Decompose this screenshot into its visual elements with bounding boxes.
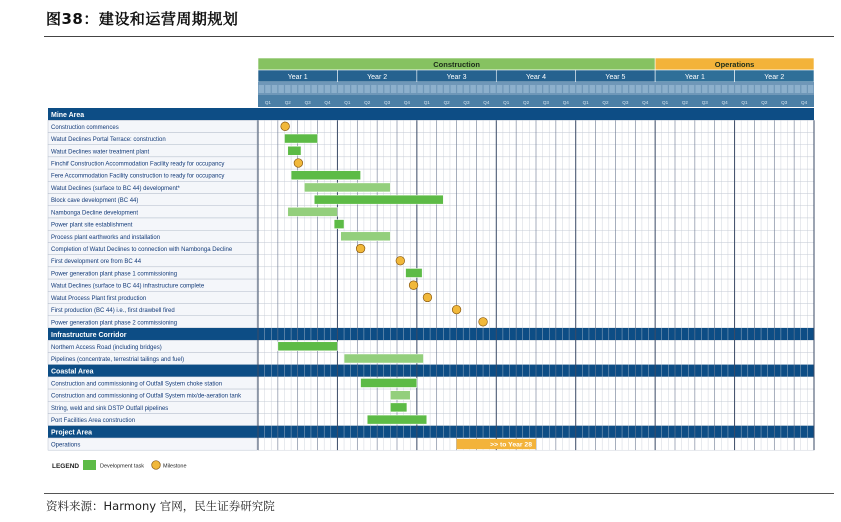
figure-title: 图38：建设和运营周期规划	[46, 10, 239, 28]
quarter-label: Q1	[662, 100, 669, 105]
month-cell	[801, 85, 806, 93]
operations-note: >> to Year 28	[490, 441, 532, 449]
month-cell	[265, 85, 270, 93]
month-cell	[437, 85, 442, 93]
quarter-label: Q3	[542, 100, 549, 105]
section-band	[48, 108, 814, 120]
task-label: Construction and commissioning of Outfall System mix/de-aeration tank	[51, 393, 242, 400]
task-label: Process plant earthworks and installation	[51, 234, 161, 241]
quarter-band	[258, 95, 814, 107]
task-bar	[406, 268, 423, 277]
section-band	[48, 365, 814, 377]
year-header-label: Year 4	[526, 74, 546, 81]
milestone-marker	[396, 256, 405, 265]
task-label: Port Facilities Area construction	[51, 418, 136, 425]
quarter-label: Q3	[384, 100, 391, 105]
month-cell	[417, 85, 422, 93]
quarter-label: Q4	[801, 100, 808, 105]
month-cell	[742, 85, 747, 93]
task-label: Block cave development (BC 44)	[51, 198, 139, 205]
month-cell	[643, 85, 648, 93]
month-cell	[338, 85, 343, 93]
milestone-marker	[452, 305, 461, 314]
task-label: Construction commences	[51, 124, 119, 131]
section-band	[48, 426, 814, 438]
milestone-marker	[294, 159, 303, 168]
quarter-label: Q3	[463, 100, 470, 105]
task-label: Watut Process Plant first production	[51, 295, 147, 302]
month-cell	[278, 85, 283, 93]
quarter-label: Q1	[423, 100, 430, 105]
month-cell	[298, 85, 303, 93]
task-label: Power generation plant phase 1 commissioning	[51, 271, 178, 278]
month-cell	[795, 85, 800, 93]
quarter-label: Q2	[364, 100, 371, 105]
year-header-label: Year 2	[367, 74, 388, 81]
legend-milestone-marker	[152, 461, 161, 470]
quarter-label: Q1	[344, 100, 351, 105]
milestone-marker	[479, 318, 488, 327]
task-label: Power generation plant phase 2 commissioning	[51, 320, 178, 327]
month-cell	[695, 85, 700, 93]
quarter-label: Q4	[403, 100, 410, 105]
task-label: Power plant site establishment	[51, 222, 133, 229]
month-cell	[391, 85, 396, 93]
quarter-label: Q4	[562, 100, 569, 105]
task-label: Northern Access Road (including bridges)	[51, 344, 162, 351]
quarter-label: Q4	[642, 100, 649, 105]
task-bar	[341, 232, 391, 241]
milestone-marker	[356, 244, 365, 253]
section-label: Mine Area	[51, 112, 85, 119]
section-band	[48, 328, 814, 340]
month-cell	[470, 85, 475, 93]
month-cell	[358, 85, 363, 93]
milestone-marker	[423, 293, 432, 302]
task-label: Nambonga Decline development	[51, 210, 139, 217]
month-cell	[404, 85, 409, 93]
month-cell	[285, 85, 290, 93]
task-label: Watut Declines (surface to BC 44) development*	[51, 185, 180, 192]
month-cell	[656, 85, 661, 93]
task-label: First production (BC 44) i.e., first drawbell fired	[51, 308, 175, 315]
task-label: String, weld and sink DSTP Outfall pipelines	[51, 405, 169, 412]
month-cell	[325, 85, 330, 93]
task-bar	[288, 207, 338, 216]
month-cell	[517, 85, 522, 93]
month-cell	[411, 85, 416, 93]
source-note: 资料来源：Harmony 官网，民生证券研究院	[46, 499, 275, 513]
quarter-label: Q3	[622, 100, 629, 105]
month-cell	[729, 85, 734, 93]
task-bar	[304, 183, 390, 192]
month-cell	[305, 85, 310, 93]
month-cell	[292, 85, 297, 93]
quarter-label: Q4	[483, 100, 490, 105]
month-cell	[570, 85, 575, 93]
month-cell	[735, 85, 740, 93]
year-header-label: Year 3	[446, 74, 467, 81]
month-cell	[762, 85, 767, 93]
month-cell	[556, 85, 561, 93]
task-bar	[291, 171, 361, 180]
quarter-label: Q2	[602, 100, 609, 105]
task-label: First development ore from BC 44	[51, 259, 142, 266]
month-cell	[345, 85, 350, 93]
month-cell	[596, 85, 601, 93]
month-cell	[477, 85, 482, 93]
month-cell	[755, 85, 760, 93]
month-cell	[609, 85, 614, 93]
month-cell	[504, 85, 509, 93]
legend-title: LEGEND	[52, 463, 80, 470]
month-cell	[682, 85, 687, 93]
section-label: Coastal Area	[51, 368, 94, 376]
task-bar	[314, 195, 443, 204]
month-cell	[550, 85, 555, 93]
quarter-label: Q2	[681, 100, 688, 105]
month-cell	[543, 85, 548, 93]
year-header-label: Year 1	[287, 74, 308, 81]
quarter-label: Q3	[781, 100, 788, 105]
quarter-label: Q1	[503, 100, 510, 105]
month-cell	[636, 85, 641, 93]
month-cell	[497, 85, 502, 93]
month-cell	[451, 85, 456, 93]
task-label: Watut Declines water treatment plant	[51, 149, 150, 156]
month-cell	[331, 85, 336, 93]
month-cell	[788, 85, 793, 93]
task-label: Construction and commissioning of Outfall System choke station	[51, 381, 223, 388]
task-bar	[344, 354, 423, 363]
month-cell	[312, 85, 317, 93]
task-bar	[284, 134, 317, 143]
year-header-label: Year 1	[684, 74, 705, 81]
month-cell	[384, 85, 389, 93]
task-bar	[334, 220, 344, 229]
task-label: Watut Declines Portal Terrace: construction	[51, 137, 166, 144]
month-cell	[576, 85, 581, 93]
legend-milestone-label: Milestone	[163, 463, 187, 470]
quarter-label: Q4	[324, 100, 331, 105]
phase-header-label: Operations	[714, 60, 755, 69]
month-cell	[444, 85, 449, 93]
month-cell	[715, 85, 720, 93]
task-bar	[390, 403, 407, 412]
month-cell	[709, 85, 714, 93]
month-cell	[365, 85, 370, 93]
legend-task-swatch	[83, 460, 96, 470]
month-cell	[563, 85, 568, 93]
quarter-label: Q2	[284, 100, 291, 105]
month-cell	[669, 85, 674, 93]
task-bar	[361, 378, 417, 387]
month-cell	[431, 85, 436, 93]
month-cell	[318, 85, 323, 93]
month-cell	[808, 85, 813, 93]
month-cell	[378, 85, 383, 93]
task-label: Fere Accommodation Facility construction to ready for occupancy	[51, 173, 225, 180]
month-cell	[272, 85, 277, 93]
quarter-label: Q3	[701, 100, 708, 105]
task-label: Finchif Construction Accommodation Facility ready for occupancy	[51, 161, 225, 168]
month-cell	[464, 85, 469, 93]
quarter-label: Q2	[761, 100, 768, 105]
month-cell	[398, 85, 403, 93]
month-cell	[662, 85, 667, 93]
month-cell	[616, 85, 621, 93]
task-bar	[288, 146, 301, 155]
milestone-marker	[281, 122, 290, 131]
month-cell	[768, 85, 773, 93]
quarter-label: Q3	[304, 100, 311, 105]
month-cell	[603, 85, 608, 93]
month-cell	[583, 85, 588, 93]
month-cell	[689, 85, 694, 93]
month-cell	[623, 85, 628, 93]
month-cell	[424, 85, 429, 93]
month-cell	[537, 85, 542, 93]
section-label: Infrastructure Corridor	[51, 331, 127, 339]
section-label: Project Area	[51, 429, 92, 437]
quarter-label: Q4	[721, 100, 728, 105]
year-header-label: Year 5	[605, 74, 626, 81]
task-label: Pipelines (concentrate, terrestrial tailings and fuel)	[51, 357, 185, 363]
task-label: Operations	[51, 442, 81, 449]
quarter-label: Q1	[264, 100, 271, 105]
month-cell	[722, 85, 727, 93]
month-cell	[371, 85, 376, 93]
quarter-label: Q1	[741, 100, 748, 105]
month-cell	[490, 85, 495, 93]
milestone-marker	[409, 281, 418, 290]
year-header-label: Year 2	[764, 74, 785, 81]
month-cell	[523, 85, 528, 93]
quarter-label: Q2	[523, 100, 530, 105]
month-cell	[629, 85, 634, 93]
month-cell	[510, 85, 515, 93]
task-bar	[390, 391, 410, 400]
month-cell	[590, 85, 595, 93]
task-label: Completion of Watut Declines to connection with Nambonga Decline	[51, 247, 233, 254]
month-cell	[259, 85, 264, 93]
month-cell	[702, 85, 707, 93]
legend-task-label: Development task	[100, 463, 145, 470]
month-cell	[530, 85, 535, 93]
month-cell	[775, 85, 780, 93]
quarter-label: Q1	[582, 100, 589, 105]
month-cell	[351, 85, 356, 93]
month-cell	[782, 85, 787, 93]
task-label: Watut Declines (surface to BC 44) infrastructure complete	[51, 283, 205, 290]
phase-header-label: Construction	[433, 60, 480, 69]
task-bar	[367, 415, 427, 424]
month-cell	[748, 85, 753, 93]
source-rule	[44, 493, 834, 494]
task-bar	[278, 342, 338, 351]
quarter-label: Q2	[443, 100, 450, 105]
month-cell	[676, 85, 681, 93]
month-cell	[484, 85, 489, 93]
month-cell	[649, 85, 654, 93]
month-cell	[457, 85, 462, 93]
